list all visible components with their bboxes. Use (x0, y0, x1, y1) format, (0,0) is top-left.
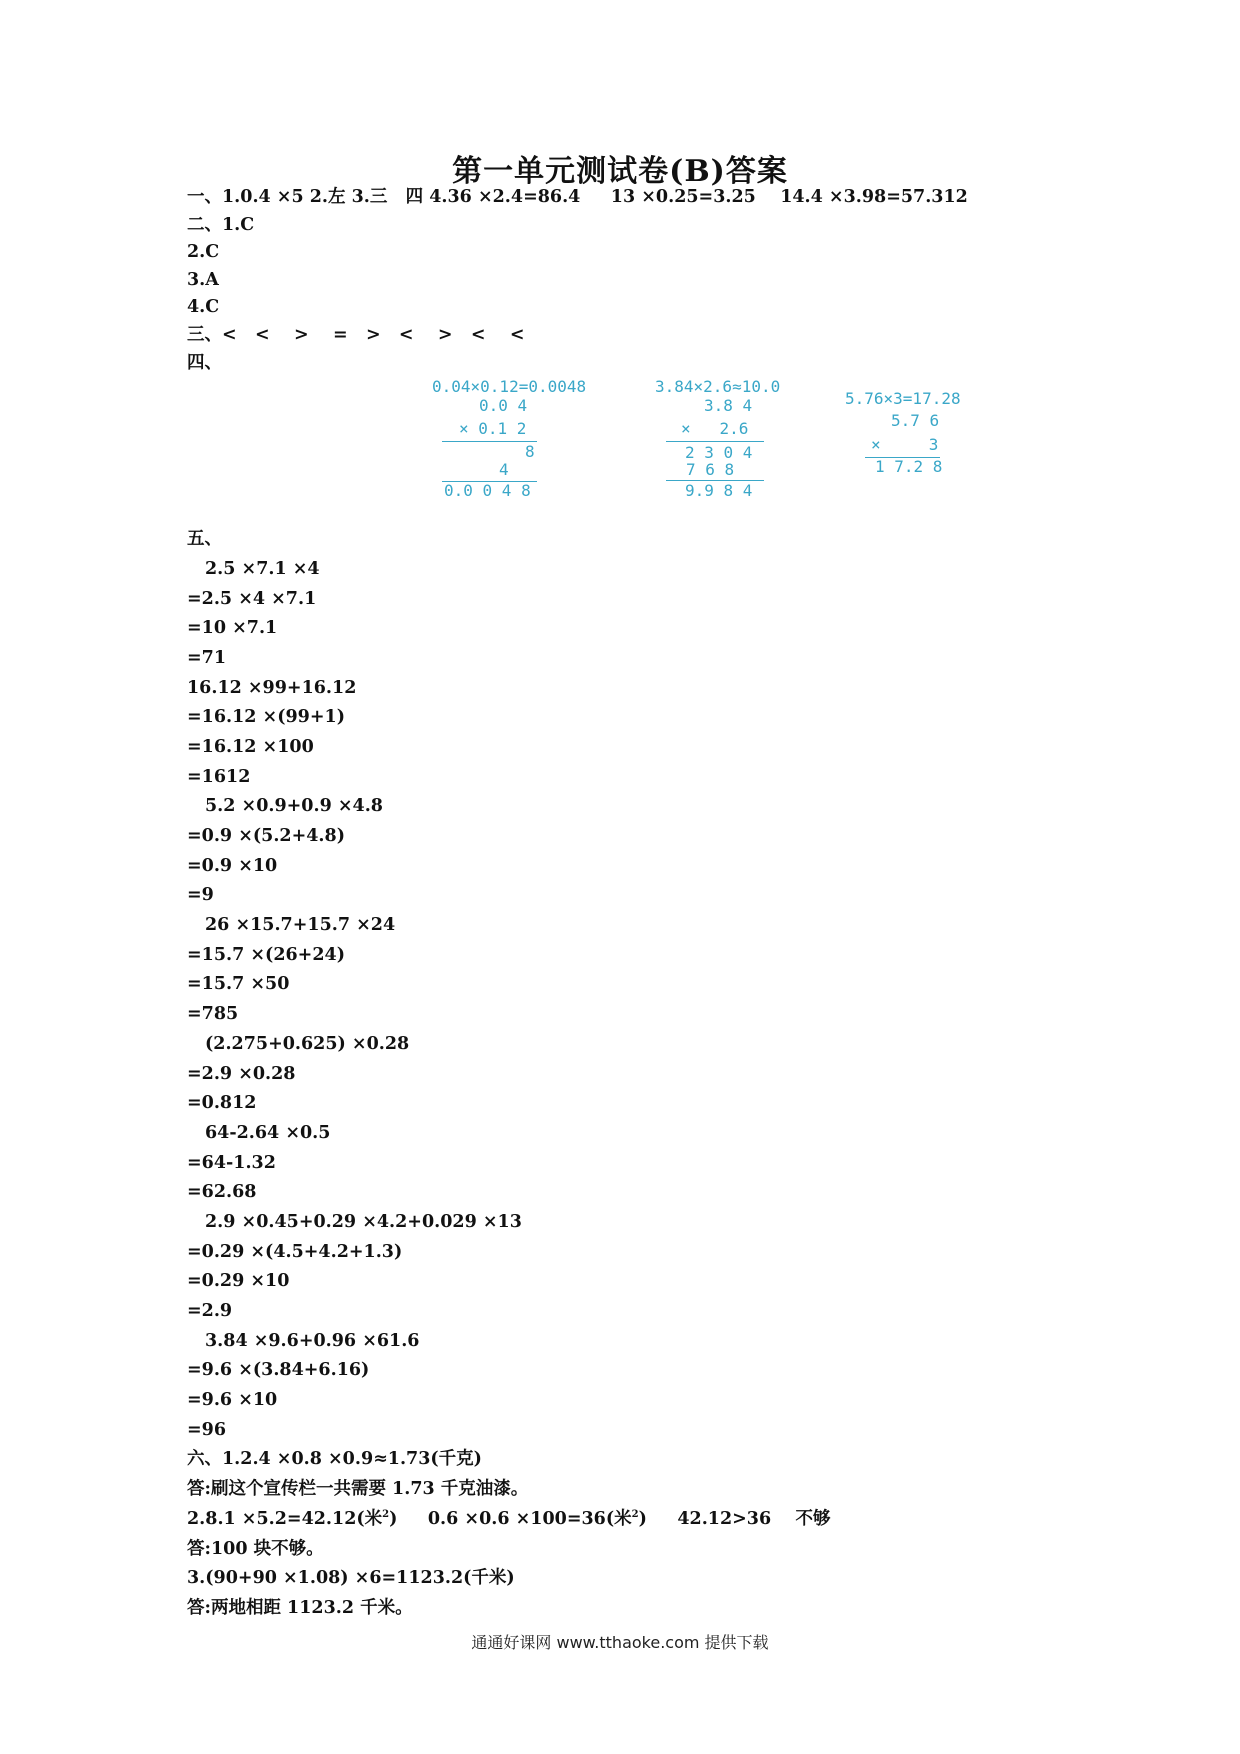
calc-step: 2.9 ×0.45+0.29 ×4.2+0.029 ×13 (205, 1211, 522, 1232)
q2-part-3: ) 42.12>36 不够 (638, 1508, 831, 1529)
calc-1-row-2: × 0.1 2 (459, 419, 527, 439)
calc-step: 16.12 ×99+16.12 (187, 677, 357, 698)
calc-2-row-3: 2 3 0 4 (685, 443, 753, 463)
calc-step: =0.9 ×10 (187, 855, 278, 876)
calc-step: =16.12 ×100 (187, 736, 314, 757)
answer-content (187, 184, 1147, 1624)
calc-3-header: 5.76×3=17.28 (845, 389, 961, 409)
calc-step: =15.7 ×50 (187, 974, 290, 995)
q2-part-1: 2.8.1 ×5.2=42.12(米 (187, 1508, 383, 1529)
calc-step: =9.6 ×(3.84+6.16) (187, 1360, 370, 1381)
calc-step: 26 ×15.7+15.7 ×24 (205, 915, 396, 936)
section-6-question-2 (187, 1505, 1147, 1535)
calc-1-row-3: 8 (525, 442, 535, 462)
calc-step: 64-2.64 ×0.5 (205, 1122, 331, 1143)
page-title: 第一单元测试卷(B)答案 (452, 154, 788, 189)
calc-step: 5.2 ×0.9+0.9 ×4.8 (205, 796, 383, 817)
calc-2-header: 3.84×2.6≈10.0 (655, 377, 781, 397)
calc-step: =1612 (187, 766, 251, 787)
q2-part-2: ) 0.6 ×0.6 ×100=36(米 (389, 1508, 632, 1529)
calc-step: =15.7 ×(26+24) (187, 944, 345, 965)
section-2-answer-2: 2.C (187, 242, 220, 263)
calc-2-row-1: 3.8 4 (704, 396, 753, 416)
calc-1-row-1: 0.0 4 (479, 396, 528, 416)
calc-step: =71 (187, 647, 227, 668)
calc-step: =785 (187, 1004, 239, 1025)
footer-credit: 通通好课网 www.tthaoke.com 提供下载 (471, 1633, 769, 1652)
calc-step: =9 (187, 885, 214, 906)
calc-step: =9.6 ×10 (187, 1390, 278, 1411)
calc-3-row-3: 1 7.2 8 (875, 457, 943, 477)
calc-3-row-2: × 3 (871, 435, 939, 455)
calc-step: =0.9 ×(5.2+4.8) (187, 826, 345, 847)
calc-2-row-4: 7 6 8 (686, 460, 735, 480)
section-6-answer-1: 答:刷这个宣传栏一共需要 1.73 千克油漆。 (187, 1479, 529, 1500)
q2-superscript-1: 2 (382, 1509, 390, 1521)
section-5-label: 五、 (187, 529, 222, 550)
calc-step: 3.84 ×9.6+0.96 ×61.6 (205, 1330, 420, 1351)
section-3-answers: 三、< < > = > < > < < (187, 324, 525, 345)
section-6-question-3: 3.(90+90 ×1.08) ×6=1123.2(千米) (187, 1568, 515, 1589)
calc-1-rule-1 (442, 441, 537, 442)
calc-step: =64-1.32 (187, 1152, 276, 1173)
calc-step: =0.812 (187, 1093, 257, 1114)
calc-2-row-2: × 2.6 (681, 419, 749, 439)
vertical-calculations (187, 377, 1147, 525)
calc-1-header: 0.04×0.12=0.0048 (432, 377, 587, 397)
calc-step: =0.29 ×10 (187, 1271, 290, 1292)
section-6-question-1: 六、1.2.4 ×0.8 ×0.9≈1.73(千克) (187, 1449, 482, 1470)
section-6-answer-3: 答:两地相距 1123.2 千米。 (187, 1597, 413, 1618)
section-4-label: 四、 (187, 352, 222, 373)
section-1-answers: 一、1.0.4 ×5 2.左 3.三 四 4.36 ×2.4=86.4 13 ×0.25=3.25 14.4 ×3.98=57.312 (187, 187, 968, 207)
calc-step: =2.9 (187, 1301, 233, 1322)
calc-step: =62.68 (187, 1182, 257, 1203)
section-6-answer-2: 答:100 块不够。 (187, 1538, 324, 1559)
calc-1-row-4: 4 (499, 460, 509, 480)
calc-2-rule-1 (666, 441, 764, 442)
section-2-answer-3: 3.A (187, 269, 219, 290)
calc-1-row-5: 0.0 0 4 8 (444, 481, 531, 501)
calc-step: =96 (187, 1419, 227, 1440)
calc-2-row-5: 9.9 8 4 (685, 481, 753, 501)
q2-superscript-2: 2 (631, 1509, 639, 1521)
calc-step: =2.9 ×0.28 (187, 1063, 296, 1084)
calc-step: =2.5 ×4 ×7.1 (187, 588, 317, 609)
calc-step: =16.12 ×(99+1) (187, 707, 345, 728)
section-2-answer-4: 4.C (187, 297, 220, 318)
calc-3-row-1: 5.7 6 (891, 411, 940, 431)
calc-step: =0.29 ×(4.5+4.2+1.3) (187, 1241, 403, 1262)
calc-step: =10 ×7.1 (187, 618, 278, 639)
calc-step: 2.5 ×7.1 ×4 (205, 558, 320, 579)
calc-step: (2.275+0.625) ×0.28 (205, 1033, 410, 1054)
section-2-answer-1: 二、1.C (187, 214, 255, 235)
